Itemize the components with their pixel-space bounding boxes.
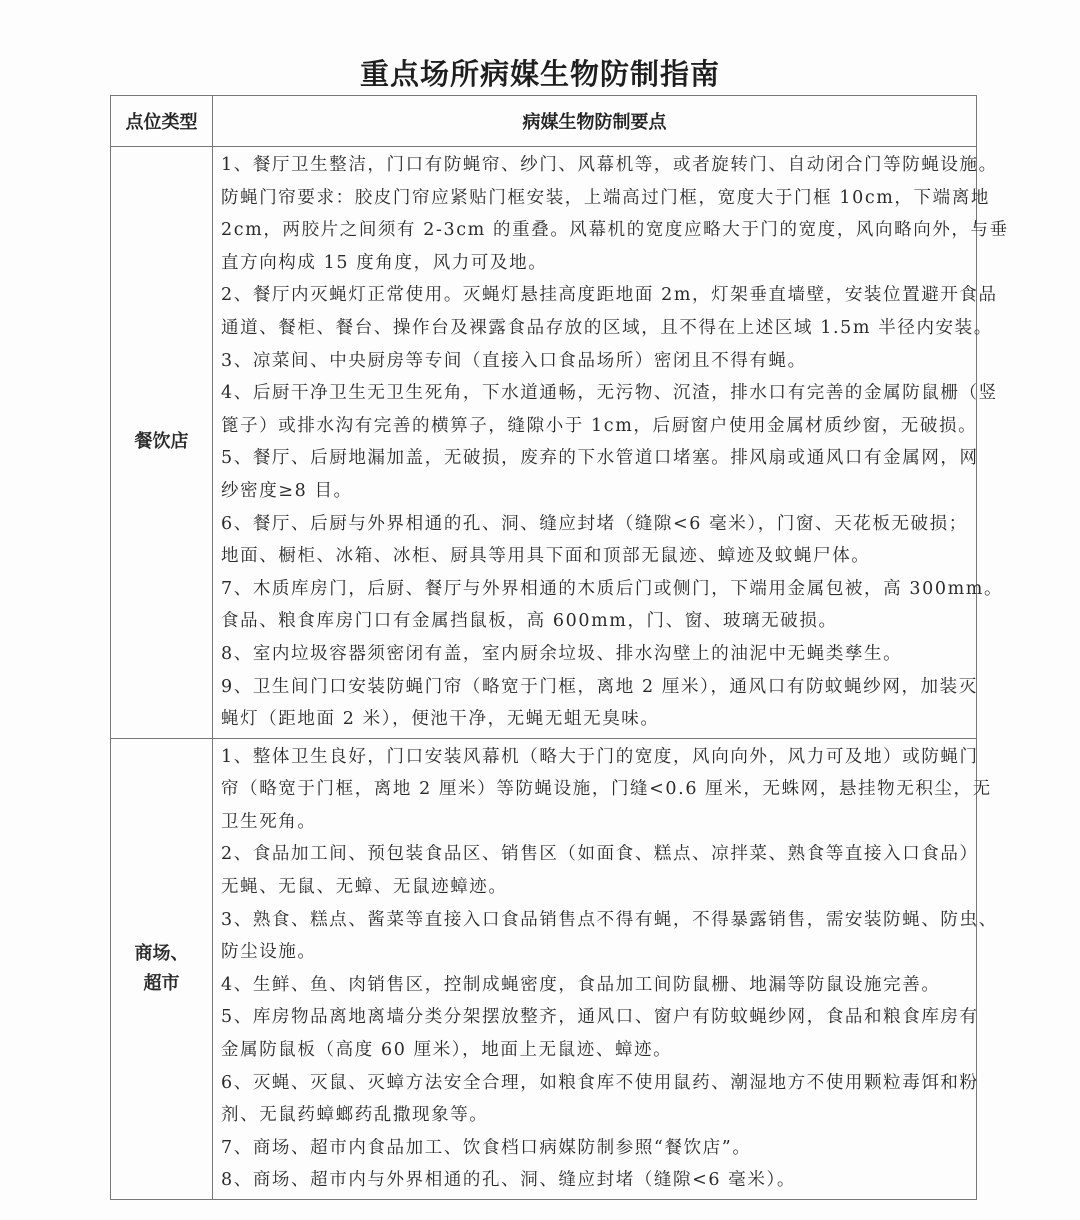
list-item (221, 279, 998, 344)
item-text-line: 纱密度≥8 目。 (221, 480, 353, 501)
item-text-line: 卫生死角。 (221, 811, 317, 832)
item-text-line: 防尘设施。 (221, 942, 317, 963)
table-row-mall-supermarket (111, 738, 977, 1199)
guideline-table (110, 95, 1009, 1200)
list-item (221, 345, 970, 378)
item-text-line: 4、生鲜、鱼、肉销售区，控制成蝇密度，食品加工间防鼠栅、地漏等防鼠设施完善。 (221, 974, 941, 995)
point-type-label: 商场、超市 (134, 942, 189, 994)
item-text-line: 9、卫生间门口安装防蝇门帘（略宽于门框，离地 2 厘米），通风口有防蚊蝇纱网，加装灭 (221, 676, 978, 697)
point-type-cell (111, 738, 213, 1199)
list-item (221, 508, 970, 573)
control-points-cell (213, 738, 998, 1199)
item-text-line: 7、木质库房门，后厨、餐厅与外界相通的木质后门或侧门，下端用金属包被，高 300mm。 (221, 578, 1004, 599)
list-item (221, 671, 978, 736)
list-item (221, 1067, 979, 1132)
point-type-cell: 餐饮店 (111, 147, 213, 739)
item-text-line: 2、餐厅内灭蝇灯正常使用。灭蝇灯悬挂高度距地面 2m，灯架垂直墙壁，安装位置避开食品 (221, 285, 998, 306)
item-text-line: 1、整体卫生良好，门口安装风幕机（略大于门的宽度，风向向外，风力可及地）或防蝇门 (221, 746, 979, 767)
item-text-line: 通道、餐柜、餐台、操作台及裸露食品存放的区域，且不得在上述区域 1.5m 半径内安装。 (221, 317, 993, 338)
item-text-line: 4、后厨干净卫生无卫生死角，下水道通畅，无污物、沉渣，排水口有完善的金属防鼠栅（竖 (221, 383, 998, 404)
item-text-line: 2、食品加工间、预包装食品区、销售区（如面食、糕点、凉拌菜、熟食等直接入口食品） (221, 844, 979, 865)
item-text-line: 3、熟食、糕点、酱菜等直接入口食品销售点不得有蝇，不得暴露销售，需安装防蝇、防虫、 (221, 909, 998, 930)
item-text-line: 7、商场、超市内食品加工、饮食档口病媒防制参照“餐饮店”。 (221, 1137, 752, 1158)
header-control-points: 病媒生物防制要点 (213, 96, 977, 147)
item-text-line: 5、餐厅、后厨地漏加盖，无破损，废弃的下水管道口堵塞。排风扇或通风口有金属网，网 (221, 448, 979, 469)
list-item (221, 969, 970, 1002)
control-points-cell (213, 147, 1009, 739)
item-text-line: 1、餐厅卫生整洁，门口有防蝇帘、纱门、风幕机等，或者旋转门、自动闭合门等防蝇设施。 (221, 155, 998, 175)
item-text-line: 5、库房物品离地离墙分类分架摆放整齐，通风口、窗户有防蚊蝇纱网，食品和粮食库房有 (221, 1007, 979, 1028)
item-text-line: 无蝇、无鼠、无蟑、无鼠迹蟑迹。 (221, 877, 508, 898)
item-text-line: 8、商场、超市内与外界相通的孔、洞、缝应封堵（缝隙<6 毫米）。 (221, 1170, 796, 1191)
table-row-restaurant (111, 147, 977, 739)
list-item (221, 442, 979, 507)
list-item (221, 573, 1004, 638)
item-text-line: 剂、无鼠药蟑螂药乱撒现象等。 (221, 1105, 489, 1126)
item-text-line: 6、餐厅、后厨与外界相通的孔、洞、缝应封堵（缝隙<6 毫米），门窗、天花板无破损； (221, 513, 968, 534)
item-text-line: 8、室内垃圾容器须密闭有盖，室内厨余垃圾、排水沟壁上的油泥中无蝇类孳生。 (221, 643, 903, 664)
item-text-line: 2cm，两胶片之间须有 2-3cm 的重叠。风幕机的宽度应略大于门的宽度，风向略向外，与垂 (221, 220, 1009, 241)
item-text-line: 帘（略宽于门框，离地 2 厘米）等防蝇设施，门缝<0.6 厘米，无蛛网，悬挂物无积尘，无 (221, 779, 992, 800)
item-text-line: 金属防鼠板（高度 60 厘米），地面上无鼠迹、蟑迹。 (221, 1040, 673, 1061)
item-text-line: 篦子）或排水沟有完善的横箅子，缝隙小于 1cm，后厨窗户使用金属材质纱窗，无破损。 (221, 415, 978, 436)
item-text-line: 蝇灯（距地面 2 米），便池干净，无蝇无蛆无臭味。 (221, 709, 660, 730)
list-item (221, 1132, 970, 1165)
document-title: 重点场所病媒生物防制指南 (359, 57, 720, 91)
item-text-line: 3、凉菜间、中央厨房等专间（直接入口食品场所）密闭且不得有蝇。 (221, 350, 807, 371)
list-item (221, 1001, 979, 1066)
list-item (221, 838, 979, 903)
list-item (221, 1164, 970, 1197)
list-item (221, 149, 1009, 279)
header-point-type: 点位类型 (111, 96, 213, 147)
item-text-line: 地面、橱柜、冰箱、冰柜、厨具等用具下面和顶部无鼠迹、蟑迹及蚊蝇尸体。 (221, 546, 871, 567)
list-item (221, 638, 970, 671)
item-text-line: 防蝇门帘要求：胶皮门帘应紧贴门框安装，上端高过门框，宽度大于门框 10cm，下端离地 (221, 187, 990, 208)
item-text-line: 直方向构成 15 度角度，风力可及地。 (221, 252, 548, 273)
list-item (221, 741, 992, 839)
item-text-line: 6、灭蝇、灭鼠、灭蟑方法安全合理，如粮食库不使用鼠药、潮湿地方不使用颗粒毒饵和粉 (221, 1072, 979, 1093)
list-item (221, 377, 998, 442)
list-item (221, 904, 998, 969)
table-header-row (111, 96, 977, 147)
item-text-line: 食品、粮食库房门口有金属挡鼠板，高 600mm，门、窗、玻璃无破损。 (221, 611, 838, 632)
